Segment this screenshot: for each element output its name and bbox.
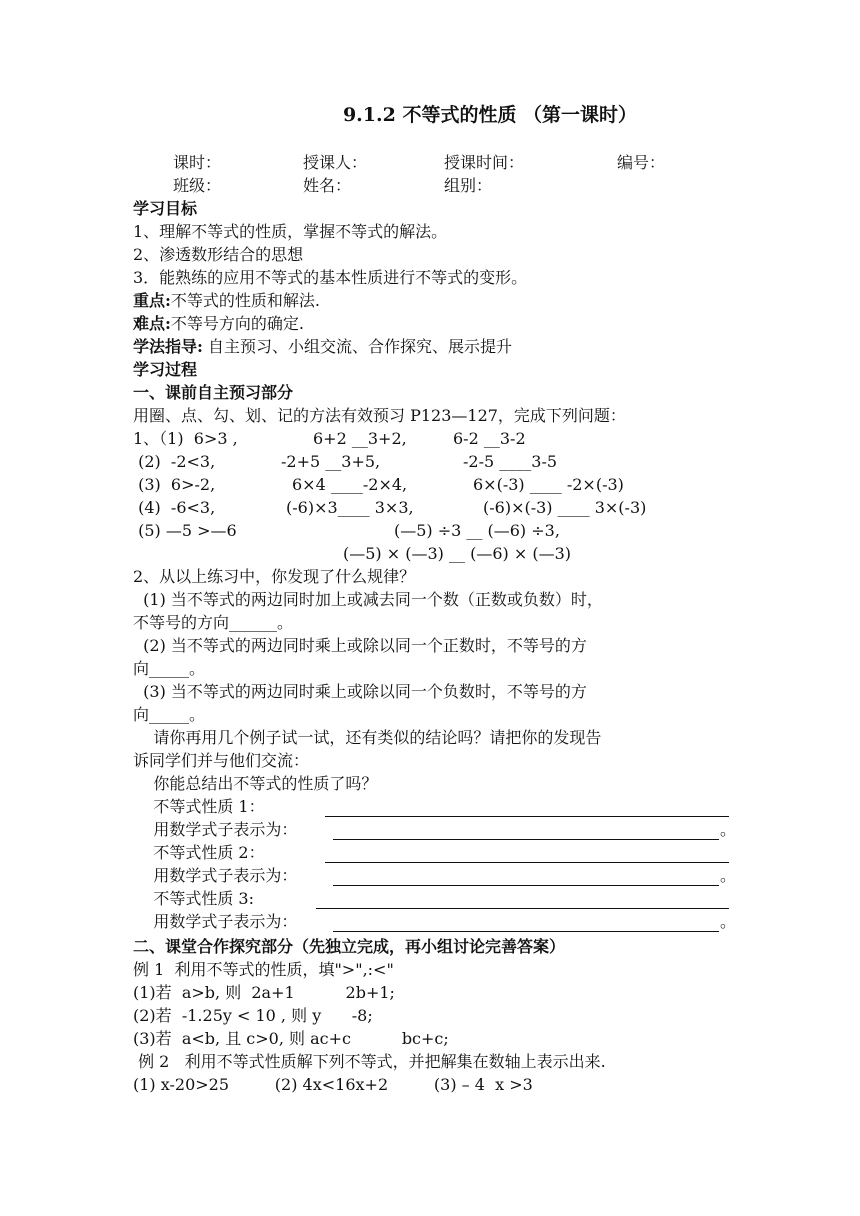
exercise-cell: (4) -6<3, <box>133 498 216 517</box>
property-1-blank[interactable] <box>325 816 729 817</box>
header-name: 姓名： <box>303 176 352 195</box>
exercise-cell: (5) —5 >—6 <box>133 521 237 540</box>
exercise-cell: 6×(-3) ____ -2×(-3) <box>473 475 624 494</box>
exercise-cell: (2) -2<3, <box>133 452 216 471</box>
exercise-cell: 6+2 __3+2, <box>313 429 407 448</box>
key-point-text: 不等式的性质和解法. <box>170 291 321 310</box>
rule-2-line-a: (2) 当不等式的两边同时乘上或除以同一个正数时，不等号的方 <box>133 636 587 655</box>
expression-3-label: 用数学式子表示为： <box>133 912 298 931</box>
example-2-items: (1) x-20>25 (2) 4x<16x+2 (3) – 4 x >3 <box>133 1075 533 1094</box>
header-class: 班级： <box>173 176 222 195</box>
expression-2-blank[interactable] <box>333 885 719 886</box>
rule-3-line-a: (3) 当不等式的两边同时乘上或除以同一个负数时，不等号的方 <box>133 682 587 701</box>
summary-question: 你能总结出不等式的性质了吗？ <box>133 774 378 793</box>
page-title: 9.1.2 不等式的性质 （第一课时） <box>342 104 638 126</box>
exercise-cell: 6×4 ____-2×4, <box>292 475 408 494</box>
exercise-cell: (-6)×3____ 3×3, <box>286 498 414 517</box>
header-number: 编号： <box>617 153 666 172</box>
method-text: 自主预习、小组交流、合作探究、展示提升 <box>202 337 513 356</box>
difficulty-label: 难点: <box>133 314 171 333</box>
exercise-cell: (—5) ÷3 __ (—6) ÷3, <box>394 521 560 540</box>
exercise-cell: -2+5 __3+5, <box>281 452 381 471</box>
part1-heading: 一、课前自主预习部分 <box>133 383 294 402</box>
difficulty-text: 不等号方向的确定. <box>170 314 305 333</box>
period: 。 <box>720 820 737 839</box>
expression-1-blank[interactable] <box>333 839 719 840</box>
exercise-cell: -2-5 ____3-5 <box>463 452 558 471</box>
try-line-b: 诉同学们并与他们交流： <box>133 751 310 770</box>
example-1-item: (1)若 a>b, 则 2a+1 2b+1; <box>133 983 395 1002</box>
property-2-label: 不等式性质 2： <box>133 843 265 862</box>
exercise-cell: 6-2 __3-2 <box>453 429 526 448</box>
goal-item: 3．能熟练的应用不等式的基本性质进行不等式的变形。 <box>133 268 528 287</box>
exercise-cell: (3) 6>-2, <box>133 475 216 494</box>
exercise-cell: 1、（1) 6>3 , <box>133 429 238 448</box>
rule-1-line-a: (1) 当不等式的两边同时加上或减去同一个数（正数或负数）时， <box>133 590 603 609</box>
method-label: 学法指导: <box>133 337 203 356</box>
header-teacher: 授课人： <box>303 153 368 172</box>
expression-1-label: 用数学式子表示为： <box>133 820 298 839</box>
exercise-cell: (-6)×(-3) ____ 3×(-3) <box>483 498 647 517</box>
key-point <box>133 290 320 312</box>
expression-3-blank[interactable] <box>333 931 719 932</box>
example-1-item: (3)若 a<b, 且 c>0, 则 ac+c bc+c; <box>133 1029 449 1048</box>
goal-item: 2、渗透数形结合的思想 <box>133 245 304 264</box>
rule-1-line-b: 不等号的方向______。 <box>133 613 294 632</box>
goal-item: 1、理解不等式的性质，掌握不等式的解法。 <box>133 222 448 241</box>
example-2: 例 2 利用不等式性质解下列不等式，并把解集在数轴上表示出来. <box>133 1052 606 1071</box>
property-1-label: 不等式性质 1： <box>133 797 265 816</box>
key-point-label: 重点: <box>133 291 171 310</box>
period: 。 <box>720 912 737 931</box>
process-heading: 学习过程 <box>133 360 198 379</box>
property-3-blank[interactable] <box>316 908 729 909</box>
method-guide <box>133 336 512 358</box>
part1-intro: 用圈、点、勾、划、记的方法有效预习 P123—127，完成下列问题： <box>133 406 626 425</box>
rule-2-line-b: 向_____。 <box>133 659 206 678</box>
header-group: 组别： <box>444 176 493 195</box>
difficulty-point <box>133 313 304 335</box>
part2-heading: 二、课堂合作探究部分（先独立完成，再小组讨论完善答案） <box>133 937 566 956</box>
header-lesson: 课时： <box>173 153 222 172</box>
example-1-item: (2)若 -1.25y < 10 , 则 y -8; <box>133 1006 373 1025</box>
exercise-cell: (—5) × (—3) __ (—6) × (—3) <box>343 544 571 563</box>
property-3-label: 不等式性质 3: <box>133 889 255 908</box>
expression-2-label: 用数学式子表示为： <box>133 866 298 885</box>
example-1: 例 1 利用不等式的性质，填">",:<" <box>133 960 394 979</box>
property-2-blank[interactable] <box>325 862 729 863</box>
goals-heading: 学习目标 <box>133 199 198 218</box>
header-time: 授课时间： <box>444 153 525 172</box>
period: 。 <box>720 866 737 885</box>
question-2: 2、从以上练习中，你发现了什么规律？ <box>133 567 416 586</box>
rule-3-line-b: 向_____。 <box>133 705 206 724</box>
try-line-a: 请你再用几个例子试一试，还有类似的结论吗？请把你的发现告 <box>133 728 602 747</box>
